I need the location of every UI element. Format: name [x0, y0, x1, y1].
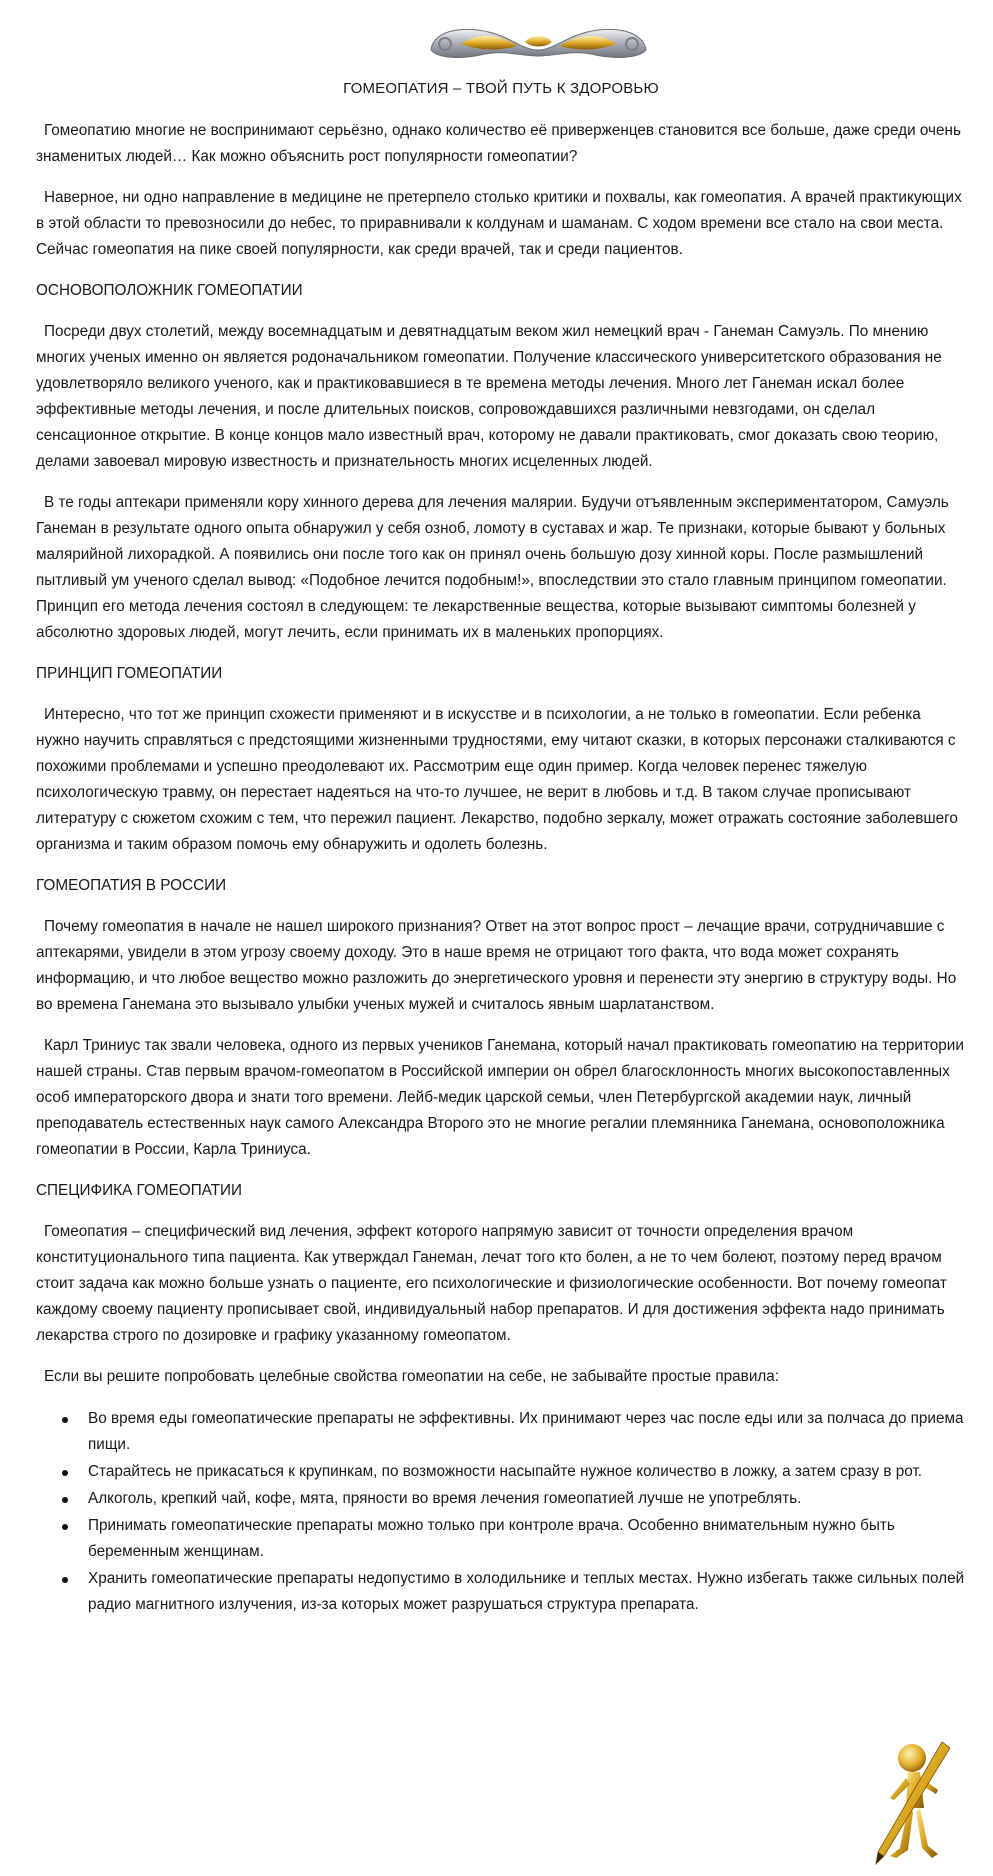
list-item-text: Принимать гомеопатические препараты можно только при контроле врача. Особенно внимательным нужно быть беременным женщинам.: [88, 1517, 895, 1560]
paragraph: Посреди двух столетий, между восемнадцатым и девятнадцатым веком жил немецкий врач - Ганеман Самуэль. По мнению многих ученых именно он является родоначальником гомеопатии. Получение классического университетского образования не удовлетворяло великого ученого, как и практиковавшиеся в те времена методы лечения. Много лет Ганеман искал более эффективные методы лечения, и после длительных поисков, сопровождавшихся различными невзгодами, он сделал сенсационное открытие. В конце концов мало известный врач, которому не давали практиковать, смог доказать свою теорию, делами завоевал мировую известность и признательность многих исцеленных людей.: [36, 323, 942, 470]
list-item: [36, 1406, 966, 1458]
paragraph: Наверное, ни одно направление в медицине не претерпело столько критики и похвалы, как гомеопатия. А врачей практикующих в этой области то превозносили до небес, то приравнивали к колдунам и шаманам. С ходом времени все стало на свои места. Сейчас гомеопатия на пике своей популярности, как среди врачей, так и среди пациентов.: [36, 189, 962, 258]
list-item-text: Старайтесь не прикасаться к крупинкам, по возможности насыпайте нужное количество в ложку, а затем сразу в рот.: [88, 1463, 923, 1480]
gold-figure-with-pen-icon: [850, 1738, 960, 1868]
document-page: [36, 0, 966, 1876]
article-body: [36, 118, 966, 1619]
section-heading: ПРИНЦИП ГОМЕОПАТИИ: [36, 665, 223, 682]
page-title: ГОМЕОПАТИЯ – ТВОЙ ПУТЬ К ЗДОРОВЬЮ: [343, 80, 659, 97]
paragraph: В те годы аптекари применяли кору хинного дерева для лечения малярии. Будучи отъявленным экспериментатором, Самуэль Ганеман в результате одного опыта обнаружил у себя озноб, ломоту в суставах и жар. Те признаки, которые бывают у больных малярийной лихорадкой. А появились они после того как он принял очень большую дозу хинной коры. После размышлений пытливый ум ученого сделал вывод: «Подобное лечится подобным!», впоследствии это стало главным принципом гомеопатии. Принцип его метода лечения состоял в следующем: те лекарственные вещества, которые вызывают симптомы болезней у абсолютно здоровых людей, могут лечить, если принимать их в маленьких пропорциях.: [36, 494, 949, 641]
list-item: [36, 1513, 966, 1565]
decorative-ornament-icon: [421, 20, 656, 62]
bullet-icon: [62, 1524, 68, 1530]
list-item-text: Алкоголь, крепкий чай, кофе, мята, пряности во время лечения гомеопатией лучше не употреблять.: [88, 1490, 802, 1507]
bullet-icon: [62, 1417, 68, 1423]
paragraph: Гомеопатия – специфический вид лечения, эффект которого напрямую зависит от точности определения врачом конституционального типа пациента. Как утверждал Ганеман, лечат того кто болен, а не то чем болеют, поэтому перед врачом стоит задача как можно больше узнать о пациенте, его психологические и физиологические особенности. Вот почему гомеопат каждому своему пациенту прописывает свой, индивидуальный набор препаратов. И для достижения эффекта надо принимать лекарства строго по дозировке и графику указанному гомеопатом.: [36, 1223, 947, 1344]
paragraph: Гомеопатию многие не воспринимают серьёзно, однако количество её приверженцев становится все больше, даже среди очень знаменитых людей… Как можно объяснить рост популярности гомеопатии?: [36, 122, 961, 165]
list-item: [36, 1459, 966, 1485]
paragraph: Интересно, что тот же принцип схожести применяют и в искусстве и в психологии, а не только в гомеопатии. Если ребенка нужно научить справляться с предстоящими жизненными трудностями, ему читают сказки, в которых персонажи сталкиваются с похожими проблемами и успешно преодолевают их. Рассмотрим еще один пример. Когда человек перенес тяжелую психологическую травму, он перестает надеяться на что-то лучшее, не верит в любовь и т.д. В таком случае прописывают литературу с сюжетом схожим с тем, что пережил пациент. Лекарство, подобно зеркалу, может отражать состояние заболевшего организма и таким образом помочь ему обнаружить и одолеть болезнь.: [36, 706, 958, 853]
paragraph: Карл Триниус так звали человека, одного из первых учеников Ганемана, который начал практиковать гомеопатию на территории нашей страны. Став первым врачом-гомеопатом в Российской империи он обрел благосклонность многих высокопоставленных особ императорского двора и знати того времени. Лейб-медик царской семьи, член Петербургской академии наук, личный преподаватель естественных наук самого Александра Второго это не многие регалии племянника Ганемана, основоположника гомеопатии в России, Карла Триниуса.: [36, 1037, 964, 1158]
rules-list: [36, 1406, 966, 1618]
list-item: [36, 1566, 966, 1618]
bullet-icon: [62, 1577, 68, 1583]
paragraph: Почему гомеопатия в начале не нашел широкого признания? Ответ на этот вопрос прост – лечащие врачи, сотрудничавшие с аптекарями, увидели в этом угрозу своему доходу. Это в наше время не отрицают того факта, что вода может сохранять информацию, и что любое вещество можно разложить до энергетического уровня и перенести эту энергию в структуру воды. Но во времена Ганемана это вызывало улыбки ученых мужей и считалось явным шарлатанством.: [36, 918, 957, 1013]
bullet-icon: [62, 1470, 68, 1476]
section-heading: СПЕЦИФИКА ГОМЕОПАТИИ: [36, 1182, 243, 1199]
bullet-icon: [62, 1497, 68, 1503]
list-item: [36, 1486, 966, 1512]
list-item-text: Во время еды гомеопатические препараты не эффективны. Их принимают через час после еды или за полчаса до приема пищи.: [88, 1410, 964, 1453]
section-heading: ГОМЕОПАТИЯ В РОССИИ: [36, 877, 227, 894]
section-heading: ОСНОВОПОЛОЖНИК ГОМЕОПАТИИ: [36, 282, 303, 299]
list-item-text: Хранить гомеопатические препараты недопустимо в холодильнике и теплых местах. Нужно избегать также сильных полей радио магнитного излучения, из-за которых может разрушаться структура препарата.: [88, 1570, 965, 1613]
paragraph: Если вы решите попробовать целебные свойства гомеопатии на себе, не забывайте простые правила:: [44, 1368, 780, 1385]
